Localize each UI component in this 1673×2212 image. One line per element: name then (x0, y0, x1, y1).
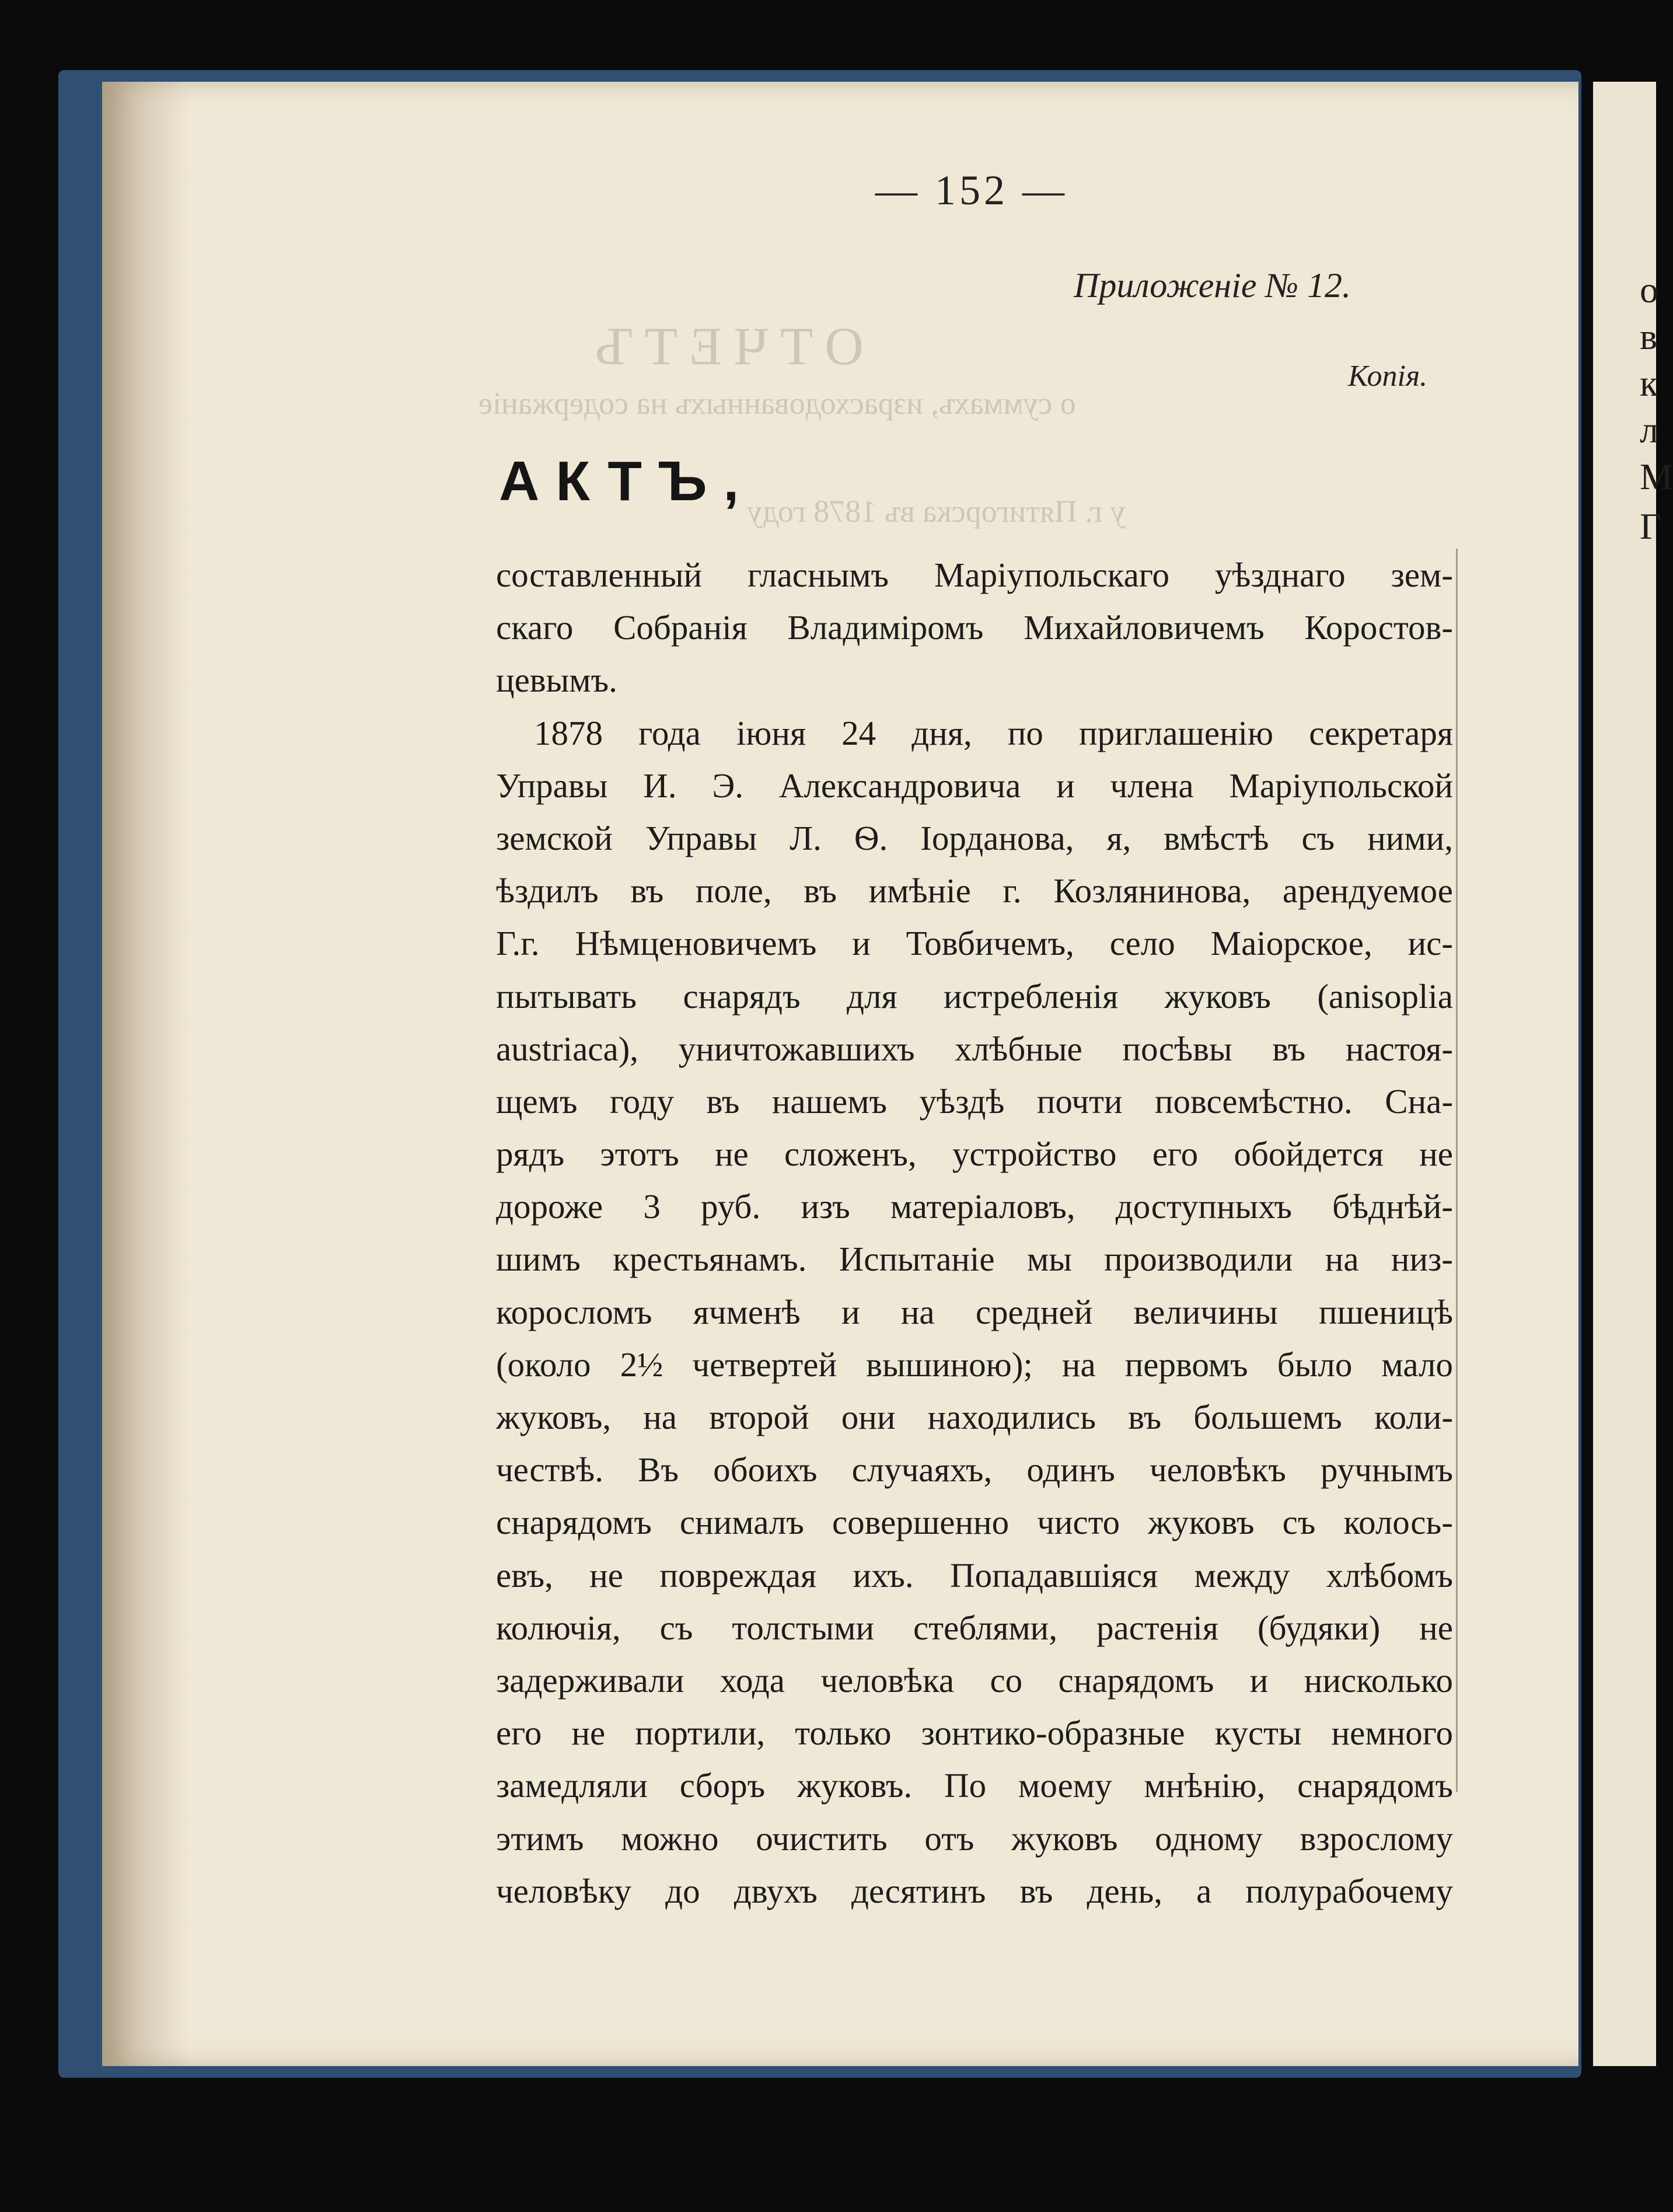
text-line: шимъ крестьянамъ. Испытанiе мы производили на низ- (496, 1240, 1453, 1279)
text-line: задерживали хода человѣка со снарядомъ и нисколько (496, 1660, 1453, 1700)
text-line: его не портили, только зонтико-образные кусты немного (496, 1714, 1453, 1753)
text-line: рядъ этотъ не сложенъ, устройство его обойдется не (496, 1135, 1453, 1174)
text-line: щемъ году въ нашемъ уѣздѣ почти повсемѣстно. Сна- (496, 1081, 1453, 1121)
text-line: пытывать снарядъ для истребленiя жуковъ (anisoplia (496, 976, 1453, 1016)
page-number: — 152 — (875, 167, 1068, 214)
bleed-through: ОТЧЕТЪ (584, 316, 864, 376)
text-margin-rule (1456, 549, 1458, 1792)
facing-page-letter: в (1640, 316, 1658, 357)
text-line: человѣку до двухъ десятинъ въ день, а полурабочему (496, 1871, 1453, 1910)
text-line: снарядомъ снималъ совершенно чисто жуковъ съ колось- (496, 1503, 1453, 1542)
text-line: Г.г. Нѣмценовичемъ и Товбичемъ, село Маiорское, ис- (496, 924, 1453, 963)
text-line: земской Управы Л. Ѳ. Iорданова, я, вмѣстѣ съ ними, (496, 818, 1453, 857)
text-line: жуковъ, на второй они находились въ большемъ коли- (496, 1398, 1453, 1436)
appendix-label: Приложенiе № 12. (1074, 266, 1351, 305)
text-line: Управы И. Э. Александровича и члена Марiупольской (496, 766, 1453, 805)
text-line: коросломъ ячменѣ и на средней величины пшеницѣ (496, 1292, 1453, 1331)
facing-page-letter: М (1640, 456, 1673, 497)
text-line: скаго Собранiя Владимiромъ Михайловичемъ Коростов- (496, 608, 1453, 647)
text-line: ѣздилъ въ поле, въ имѣнiе г. Козлянинова, арендуемое (496, 871, 1453, 910)
text-line: составленный гласнымъ Марiупольскаго уѣзднаго зем- (496, 556, 1453, 594)
bleed-through: о суммахъ, израсходованныхъ на содержанiе (479, 386, 1076, 421)
facing-page-letter: о (1640, 269, 1658, 310)
text-line: евъ, не повреждая ихъ. Попадавшiяся между хлѣбомъ (496, 1555, 1453, 1595)
text-line: austriaca), уничтожавшихъ хлѣбные посѣвы въ настоя- (496, 1029, 1453, 1068)
facing-page-letter: к (1640, 362, 1658, 404)
paragraph-start-line: 1878 года iюня 24 дня, по приглашенiю секретаря (534, 713, 1453, 752)
text-line: (около 2½ четвертей вышиною); на первомъ было мало (496, 1345, 1453, 1384)
body-text (496, 549, 1453, 1917)
text-line: дороже 3 руб. изъ матерiаловъ, доступныхъ бѣднѣй- (496, 1187, 1453, 1226)
text-line: этимъ можно очистить отъ жуковъ одному взрослому (496, 1819, 1453, 1858)
facing-page-letter: Г (1640, 505, 1661, 547)
page-gutter-shadow (102, 82, 190, 2066)
text-line: замедляли сборъ жуковъ. По моему мнѣнiю, снарядомъ (496, 1766, 1453, 1805)
copy-label: Копiя. (1348, 360, 1428, 393)
text-line: цевымъ. (496, 661, 617, 700)
facing-page-letter: л (1640, 409, 1658, 451)
bleed-through: у г. Пятигорска въ 1878 году (747, 494, 1126, 529)
text-line: чествѣ. Въ обоихъ случаяхъ, одинъ человѣкъ ручнымъ (496, 1450, 1453, 1489)
facing-page (1593, 82, 1673, 2066)
text-line: колючiя, съ толстыми стеблями, растенiя (будяки) не (496, 1608, 1453, 1647)
document-title: АКТЪ, (499, 450, 756, 512)
